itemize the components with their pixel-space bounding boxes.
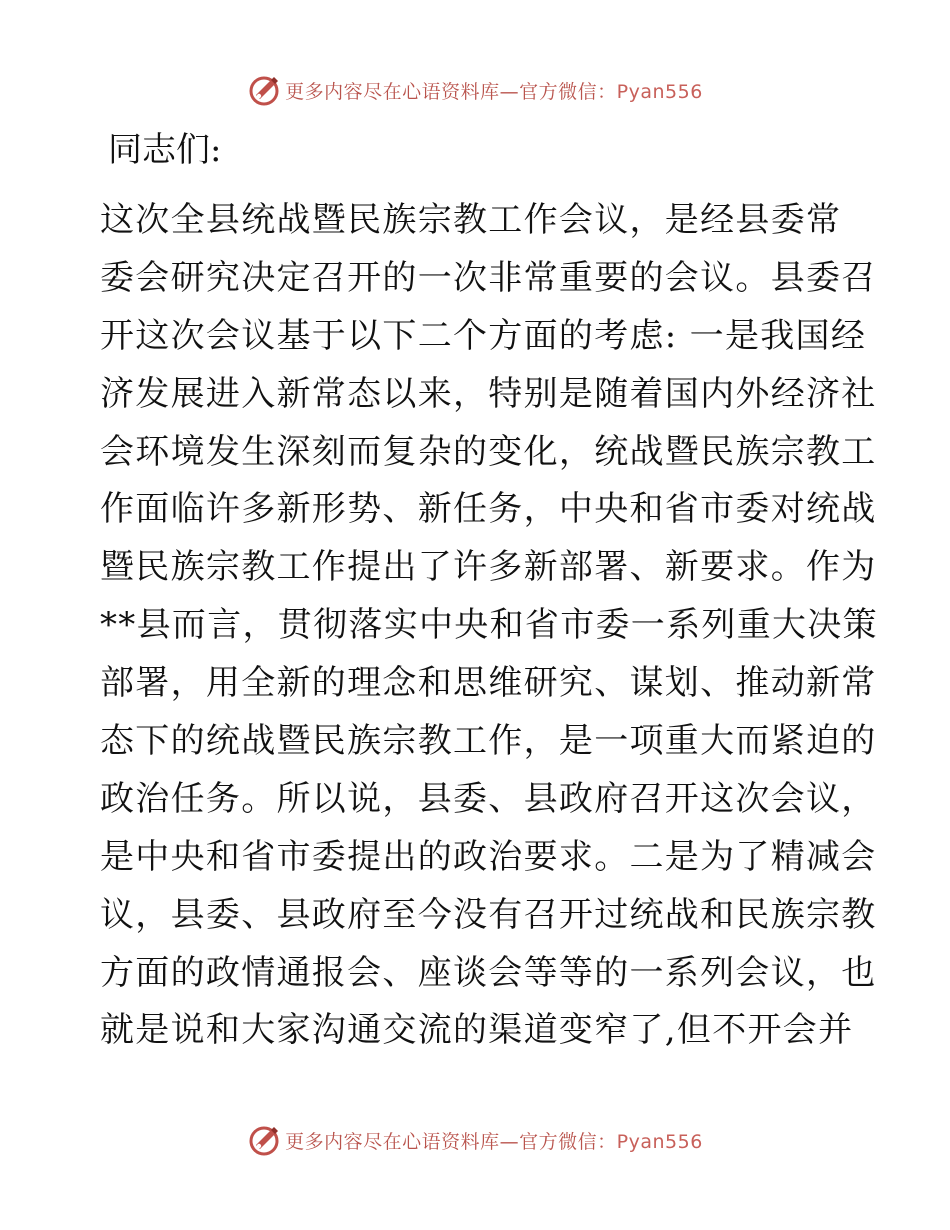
pen-logo-icon — [247, 1123, 281, 1157]
text-line: 议，县委、县政府至今没有召开过统战和民族宗教 — [100, 894, 877, 935]
text-line: 就是说和大家沟通交流的渠道变窄了,但不开会并 — [100, 1010, 854, 1051]
text-line: 会环境发生深刻而复杂的变化，统战暨民族宗教工 — [100, 431, 877, 472]
text-line: 态下的统战暨民族宗教工作，是一项重大而紧迫的 — [100, 721, 877, 762]
text-line: 这次全县统战暨民族宗教工作会议，是经县委常 — [100, 200, 842, 240]
text-line: 方面的政情通报会、座谈会等等的一系列会议，也 — [100, 952, 877, 993]
banner-label: 更多内容尽在心语资料库—官方微信： — [285, 1130, 617, 1153]
text-line: **县而言，贯彻落实中央和省市委一系列重大决策 — [100, 605, 878, 646]
wechat-id: Pyan556 — [616, 1130, 703, 1153]
banner-label: 更多内容尽在心语资料库—官方微信： — [285, 80, 617, 103]
text-line: 开这次会议基于以下二个方面的考虑: 一是我国经 — [100, 315, 867, 356]
footer-banner — [0, 1120, 950, 1160]
wechat-id: Pyan556 — [616, 80, 703, 103]
text-line: 委会研究决定召开的一次非常重要的会议。县委召 — [100, 257, 877, 298]
text-line: 是中央和省市委提出的政治要求。二是为了精减会 — [100, 836, 877, 877]
greeting: 同志们: — [108, 130, 222, 170]
text-line: 政治任务。所以说，县委、县政府召开这次会议， — [100, 778, 877, 819]
text-line: 作面临许多新形势、新任务，中央和省市委对统战 — [100, 489, 877, 530]
banner-text — [285, 77, 703, 104]
pen-logo-icon — [247, 73, 281, 107]
text-line: 暨民族宗教工作提出了许多新部署、新要求。作为 — [100, 547, 877, 588]
text-line: 部署，用全新的理念和思维研究、谋划、推动新常 — [100, 663, 877, 704]
banner-text — [285, 1127, 703, 1154]
header-banner — [0, 70, 950, 110]
body-paragraph — [100, 192, 878, 1060]
text-line: 济发展进入新常态以来，特别是随着国内外经济社 — [100, 373, 877, 414]
